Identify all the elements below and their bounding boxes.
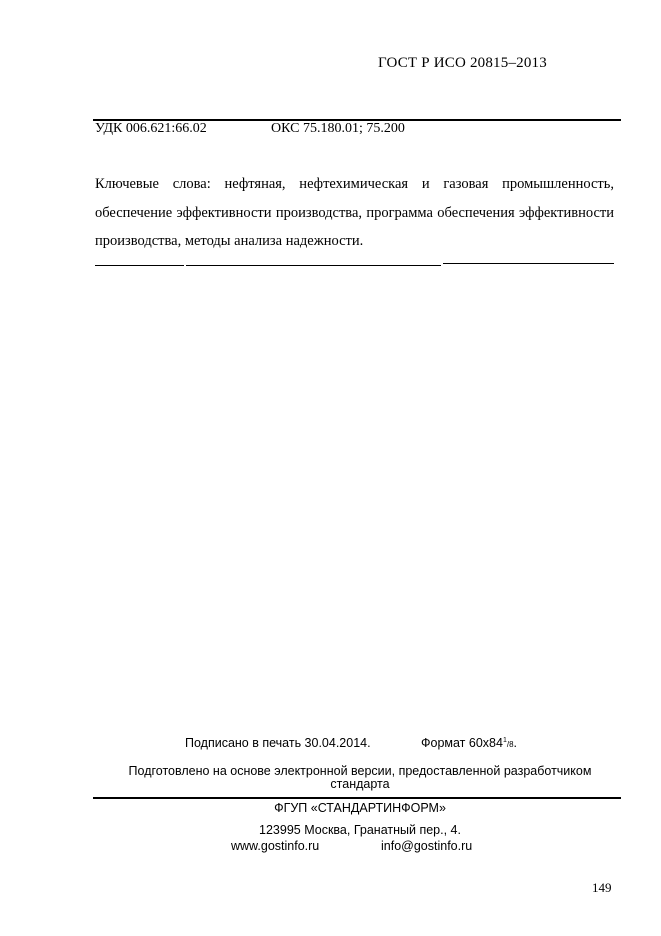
- udk-code: УДК 006.621:66.02: [95, 121, 207, 136]
- publisher-email: info@gostinfo.ru: [381, 839, 473, 853]
- standard-code: ГОСТ Р ИСО 20815–2013: [378, 55, 547, 71]
- publisher-website: www.gostinfo.ru: [231, 839, 320, 853]
- publisher-address: 123995 Москва, Гранатный пер., 4.: [259, 823, 461, 837]
- paper-format-denominator: /8: [506, 740, 514, 749]
- paper-format-prefix: Формат 60х84: [421, 736, 503, 750]
- keywords-underline-segment: [186, 265, 441, 266]
- bottom-divider: [93, 797, 621, 799]
- keywords-underline-segment: [95, 265, 184, 266]
- paper-format: [421, 736, 517, 750]
- paper-format-numerator: 1: [502, 736, 507, 744]
- page-number: 149: [592, 880, 612, 895]
- signed-date: Подписано в печать 30.04.2014.: [185, 736, 371, 750]
- paper-format-suffix: .: [513, 736, 517, 750]
- prepared-note: Подготовлено на основе электронной версии, предоставленной разработчиком стандарта: [128, 764, 592, 791]
- publisher-name: ФГУП «СТАНДАРТИНФОРМ»: [274, 801, 446, 815]
- oks-code: ОКС 75.180.01; 75.200: [271, 121, 405, 136]
- keywords-paragraph: Ключевые слова: нефтяная, нефтехимическая и газовая промышленность, обеспечение эффективности производства, программа обеспечения эффективности производства, методы анализа надежности.: [95, 176, 614, 249]
- keywords-underline-segment: [443, 263, 614, 264]
